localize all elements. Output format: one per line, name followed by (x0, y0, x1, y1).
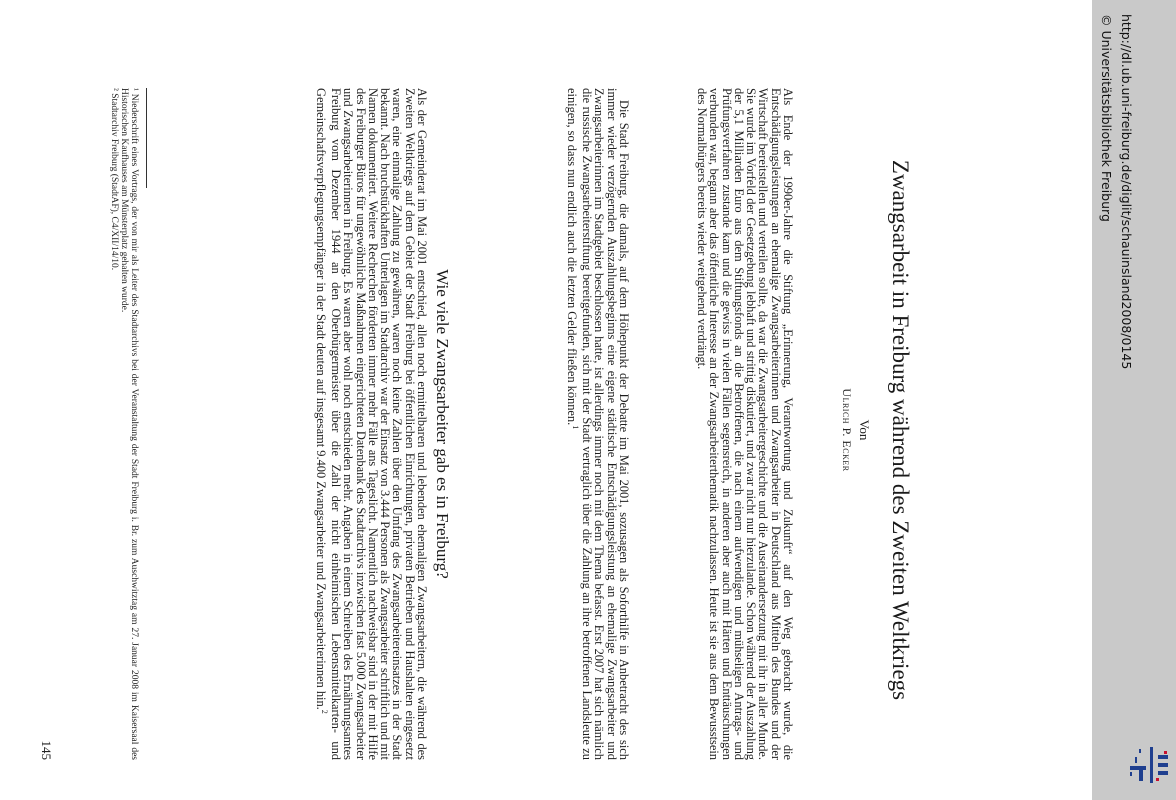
byline-von: Von (857, 419, 872, 441)
paragraph-2 (565, 88, 630, 760)
footnote-divider (146, 88, 147, 188)
footnotes (109, 88, 139, 760)
footnote-ref-2: 2 (319, 709, 329, 714)
paragraph-text: Als Ende der 1990er-Jahre die Stiftung „Erinnerung, Verantwortung und Zukunft“ auf den Weg gebracht wurde, die Entschädigungsleistungen an ehemalige Zwangsarbeiterinnen und Zwangsarbeiter in Deutschland aus Mitteln des Bundes und der Wirtschaft bereitstellen und verteilen sollte, da war die Zwangsarbeitergeschichte und die Auseinandersetzung mit ihr in aller Munde. Sie wurde im Vorfeld der Gesetzgebung lebhaft und strittig diskutiert, und zwar nicht nur hierzulande. Schon während der Auszahlung der 5,1 Milliarden Euro aus dem Stiftungsfonds an die Betroffenen, die nach einem aufwendigen und mühseligen Antrags- und Prüfungsverfahren zustande kam und die gewiss in vielen Fällen segensreich, in anderen aber auch mit Härten und Enttäuschungen verbunden war, begann aber das öffentliche Interesse an der Zwangsarbeiterthematik nachzulassen. Heute ist sie aus dem Bewusstsein des Normalbürgers bereits wieder weitgehend verdrängt. (694, 88, 795, 760)
ub-freiburg-logo-icon (1126, 745, 1172, 785)
source-url-link[interactable]: http://dl.ub.uni-freiburg.de/diglit/schauinsland2008/0145 (1119, 14, 1134, 370)
copyright-notice: © Universitätsbibliothek Freiburg (1099, 14, 1114, 222)
page-number: 145 (39, 740, 54, 760)
article-title: Zwangsarbeit in Freiburg während des Zweiten Weltkriegs (888, 159, 913, 701)
section-heading: Wie viele Zwangsarbeiter gab es in Freiburg? (433, 269, 452, 579)
paragraph-body: Als der Gemeinderat im Mai 2001 entschied, allen noch ermittelbaren und lebenden ehemaligen Zwangsarbeitern, die während des Zweiten Weltkriegs auf dem Gebiet der Stadt Freiburg bei öffentlichen Einrichtungen, privaten Betrieben und Haushalten eingesetzt waren, eine einmalige Zahlung zu gewähren, waren noch keine Zahlen über den Umfang des Zwangsarbeitereinsatzes in der Stadt bekannt. Nach bruchstückhaften Unterlagen im Stadtarchiv war der Einsatz von 3.444 Personen als Zwangsarbeiter schriftlich und mit Namen dokumentiert. Weitere Recherchen förderten immer mehr Fälle ans Tageslicht. Namentlich nachweisbar sind in der mit Hilfe des Freiburger Büros für ungewöhnliche Maßnahmen eingerichteten Datenbank des Stadtarchivs inzwischen fast 5.000 Zwangsarbeiter und Zwangsarbeiterinnen in Freiburg. Es waren aber wohl noch entschieden mehr. Angaben in einem Schreiben des Ernährungsamtes Freiburg vom Dezember 1944 an den Oberbürgermeister über die Zahl der nicht einheimischen Lebensmittelkarten- und Gemeinschaftsverpflegungsempfänger in der Stadt deuten auf insgesamt 9.400 Zwangsarbeiter und Zwangsarbeiterinnen hin. (313, 88, 429, 760)
viewer-sidebar (1092, 0, 1176, 800)
paragraph-3 (314, 88, 428, 760)
sidebar-rotated-text (1092, 0, 1176, 800)
footnote-2: ² Stadtarchiv Freiburg (StadtAF), C4/XII/14/10. (109, 88, 119, 271)
paragraph-text (314, 88, 428, 760)
footnote-1: ¹ Niederschrift eines Vortrags, der von mir als Leiter des Stadtarchivs bei der Veranstaltung der Stadt Freiburg i. Br. zum Auschwitztag am 27. Januar 2008 im Kaisersaal des Historischen Kaufhauses am Münsterplatz gehalten wurde. (119, 88, 139, 760)
footnote-ref-1: 1 (570, 425, 580, 430)
author-name: Ulrich P. Ecker (840, 388, 854, 472)
paragraph-1 (696, 88, 794, 760)
paragraph-body: Die Stadt Freiburg, die damals, auf dem Höhepunkt der Debatte im Mai 2001, sozusagen als Soforthilfe in Anbetracht des sich immer wieder verzögernden Auszahlungsbeginns eine eigene städtische Entschädigungsleistung an ehemalige Zwangsarbeiter und Zwangsarbeiterinnen im Stadtgebiet beschlossen hatte, ist allerdings immer noch mit dem Thema befasst. Erst 2007 hat sich nämlich die russische Zwangsarbeiterstiftung bereitgefunden, sich mit der Stadt vertraglich über die Zahlung an ihre betroffenen Landsleute zu einigen, so dass nun endlich auch die letzten Gelder fließen können. (564, 88, 631, 760)
paragraph-text (565, 88, 630, 760)
